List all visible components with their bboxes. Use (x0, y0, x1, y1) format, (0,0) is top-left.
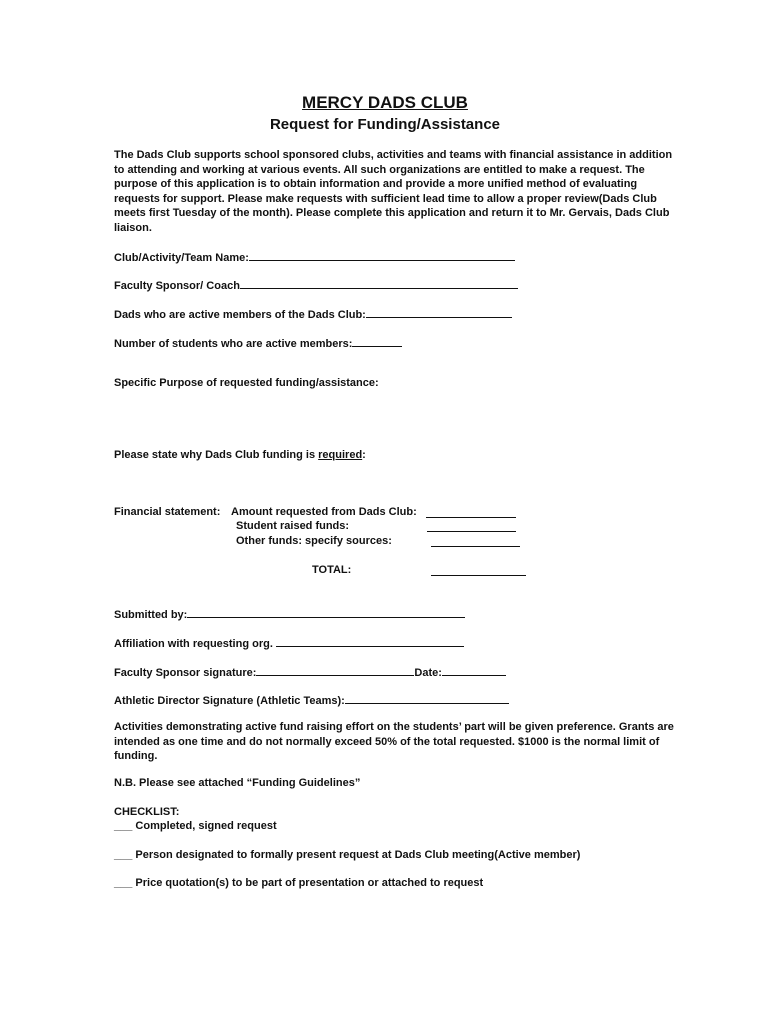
checklist-heading: CHECKLIST: (114, 806, 180, 818)
why-required-underlined: required (318, 449, 363, 461)
total-label: TOTAL: (312, 564, 352, 576)
dads-members-label: Dads who are active members of the Dads Club: (114, 309, 366, 321)
affiliation-label: Affiliation with requesting org. (114, 638, 273, 650)
club-name-field[interactable] (249, 249, 515, 261)
other-funds-field[interactable] (431, 535, 520, 547)
financial-heading: Financial statement: (114, 506, 221, 518)
checklist-blank[interactable]: ___ (114, 877, 133, 889)
other-funds-label: Other funds: specify sources: (236, 535, 392, 547)
student-raised-label: Student raised funds: (236, 520, 350, 532)
club-name-row (114, 249, 515, 264)
athletic-director-row (114, 692, 509, 707)
submitted-by-label: Submitted by: (114, 609, 188, 621)
submitted-by-row (114, 606, 465, 621)
purpose-label: Specific Purpose of requested funding/assistance: (114, 377, 379, 389)
dads-members-field[interactable] (366, 306, 512, 318)
affiliation-row (114, 635, 464, 650)
student-members-row (114, 335, 402, 350)
checklist-item-label: Person designated to formally present request at Dads Club meeting(Active member) (135, 849, 581, 861)
intro-paragraph: The Dads Club supports school sponsored clubs, activities and teams with financial assistance in addition to attending and working at various events. All such organizations are entitled to make a request. The purpose of this application is to obtain information and provide a more unified method of evaluating requests for support. Please make requests with sufficient lead time to allow a proper review(Dads Club meets first Tuesday of the month). Please complete this application and return it to Mr. Gervais, Dads Club liaison. (114, 149, 673, 234)
preference-paragraph: Activities demonstrating active fund raising effort on the students’ part will be given preference. Grants are intended as one time and do not normally exceed 50% of the total requested. $1000 is the normal limit of funding. (114, 721, 674, 762)
submitted-by-field[interactable] (187, 606, 465, 618)
checklist-item-presenter[interactable] (114, 849, 580, 861)
faculty-signature-field[interactable] (256, 664, 414, 676)
why-required-prefix: Please state why Dads Club funding is (114, 449, 319, 461)
checklist-item-completed[interactable] (114, 820, 277, 832)
faculty-signature-row (114, 664, 506, 679)
checklist-blank[interactable]: ___ (114, 849, 133, 861)
faculty-sponsor-label: Faculty Sponsor/ Coach (114, 280, 240, 292)
why-required-suffix: : (362, 449, 366, 461)
dads-members-row (114, 306, 512, 321)
faculty-sponsor-field[interactable] (240, 277, 518, 289)
club-name-label: Club/Activity/Team Name: (114, 252, 249, 264)
checklist-item-label: Price quotation(s) to be part of presentation or attached to request (135, 877, 484, 889)
why-required-row (114, 449, 366, 461)
athletic-director-field[interactable] (345, 692, 509, 704)
student-raised-field[interactable] (427, 520, 516, 532)
student-members-label: Number of students who are active members: (114, 338, 353, 350)
amount-requested-label: Amount requested from Dads Club: (231, 506, 417, 518)
checklist-item-label: Completed, signed request (135, 820, 277, 832)
affiliation-field[interactable] (276, 635, 464, 647)
faculty-sponsor-row (114, 277, 518, 292)
amount-requested-field[interactable] (426, 506, 516, 518)
form-subtitle: Request for Funding/Assistance (269, 116, 501, 133)
faculty-signature-label: Faculty Sponsor signature: (114, 667, 257, 679)
student-members-field[interactable] (352, 335, 402, 347)
form-title: MERCY DADS CLUB (302, 93, 468, 112)
guidelines-note: N.B. Please see attached “Funding Guidelines” (114, 777, 361, 789)
athletic-director-label: Athletic Director Signature (Athletic Teams): (114, 695, 345, 707)
date-label: Date: (414, 667, 442, 679)
date-field[interactable] (442, 664, 506, 676)
checklist-blank[interactable]: ___ (114, 820, 133, 832)
checklist-item-quotation[interactable] (114, 877, 483, 889)
total-field[interactable] (431, 564, 526, 576)
